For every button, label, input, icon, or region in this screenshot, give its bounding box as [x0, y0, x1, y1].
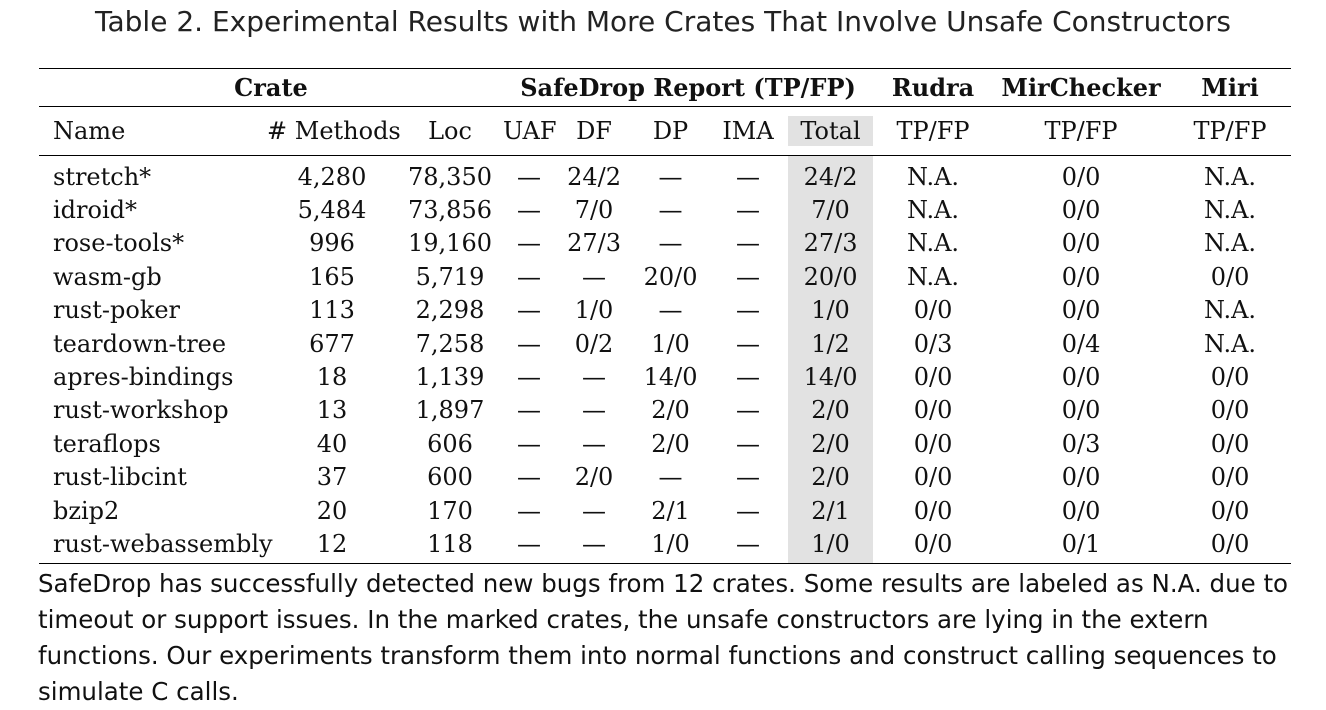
table-row	[39, 360, 1291, 393]
cell-name: rose-tools*	[53, 229, 185, 258]
cell-loc: 1,139	[415, 363, 485, 392]
group-crate: Crate	[39, 69, 503, 107]
table-row	[39, 260, 1291, 293]
cell-miri: N.A.	[1204, 329, 1257, 358]
table-row	[39, 227, 1291, 260]
cell-name: wasm-gb	[53, 262, 162, 291]
cell-dp: 2/0	[651, 429, 690, 458]
cell-dp: 1/0	[651, 329, 690, 358]
cell-df: —	[582, 496, 607, 525]
group-safedrop-report: SafeDrop Report (TP/FP)	[503, 69, 873, 107]
cell-name: apres-bindings	[53, 363, 234, 392]
cell-dp: 2/0	[651, 396, 690, 425]
cell-ima: —	[736, 229, 761, 258]
cell-mirchecker: 0/3	[1061, 429, 1101, 458]
cell-uaf: —	[517, 229, 542, 258]
cell-rudra: 0/0	[913, 396, 953, 425]
cell-rudra: N.A.	[907, 162, 960, 191]
cell-uaf: —	[517, 196, 542, 225]
cell-name: teraflops	[53, 429, 161, 458]
cell-loc: 118	[427, 529, 473, 558]
cell-miri: N.A.	[1204, 196, 1257, 225]
cell-dp: 14/0	[643, 363, 698, 392]
cell-total: 2/0	[788, 461, 873, 494]
cell-total: 24/2	[788, 156, 873, 194]
cell-loc: 7,258	[415, 329, 485, 358]
cell-rudra: 0/0	[913, 496, 953, 525]
cell-total: 20/0	[788, 260, 873, 293]
cell-df: 24/2	[567, 162, 621, 191]
cell-dp: —	[658, 463, 683, 492]
cell-name: bzip2	[53, 496, 120, 525]
cell-mirchecker: 0/0	[1061, 496, 1101, 525]
cell-ima: —	[736, 162, 761, 191]
cell-df: 2/0	[574, 463, 614, 492]
cell-dp: —	[658, 162, 683, 191]
cell-mirchecker: 0/0	[1061, 363, 1101, 392]
cell-name: rust-webassembly	[53, 529, 273, 558]
cell-uaf: —	[517, 529, 542, 558]
col-loc: Loc	[397, 107, 503, 156]
cell-miri: 0/0	[1210, 463, 1250, 492]
cell-ima: —	[736, 363, 761, 392]
cell-ima: —	[736, 262, 761, 291]
cell-methods: 37	[316, 463, 348, 492]
cell-miri: 0/0	[1210, 396, 1250, 425]
cell-methods: 12	[316, 529, 348, 558]
cell-rudra: N.A.	[907, 262, 960, 291]
col-dp: DP	[633, 107, 708, 156]
cell-df: —	[582, 529, 607, 558]
col-uaf: UAF	[503, 107, 555, 156]
cell-loc: 19,160	[408, 229, 492, 258]
cell-mirchecker: 0/0	[1061, 262, 1101, 291]
cell-ima: —	[736, 463, 761, 492]
table-row	[39, 156, 1291, 194]
cell-df: —	[582, 262, 607, 291]
cell-rudra: 0/3	[913, 329, 953, 358]
cell-df: —	[582, 429, 607, 458]
cell-mirchecker: 0/4	[1061, 329, 1101, 358]
cell-methods: 13	[316, 396, 348, 425]
cell-loc: 1,897	[415, 396, 485, 425]
cell-uaf: —	[517, 396, 542, 425]
table-footnote: SafeDrop has successfully detected new bugs from 12 crates. Some results are labeled as N.A. due to timeout or support issues. In the marked crates, the unsafe constructors are lying in the extern functions. Our experiments transform them into normal functions and construct calling sequences to simulate C calls.	[38, 569, 1289, 706]
cell-ima: —	[736, 496, 761, 525]
cell-loc: 5,719	[415, 262, 485, 291]
cell-methods: 677	[309, 329, 355, 358]
table-row	[39, 294, 1291, 327]
cell-dp: —	[658, 196, 683, 225]
cell-df: —	[582, 396, 607, 425]
cell-name: rust-workshop	[53, 396, 229, 425]
col-miri-tpfp: TP/FP	[1169, 107, 1291, 156]
col-total-label: Total	[788, 116, 872, 146]
cell-total: 14/0	[788, 360, 873, 393]
col-mirchecker-tpfp: TP/FP	[993, 107, 1169, 156]
cell-miri: N.A.	[1204, 296, 1257, 325]
cell-ima: —	[736, 429, 761, 458]
group-miri: Miri	[1169, 69, 1291, 107]
cell-ima: —	[736, 196, 761, 225]
cell-miri: 0/0	[1210, 496, 1250, 525]
cell-rudra: N.A.	[907, 196, 960, 225]
cell-dp: 20/0	[643, 262, 698, 291]
cell-methods: 40	[316, 429, 348, 458]
cell-rudra: 0/0	[913, 529, 953, 558]
cell-dp: —	[658, 229, 683, 258]
col-total	[788, 107, 873, 156]
cell-rudra: 0/0	[913, 429, 953, 458]
cell-rudra: 0/0	[913, 363, 953, 392]
cell-total: 2/0	[788, 427, 873, 460]
cell-ima: —	[736, 329, 761, 358]
table-row	[39, 193, 1291, 226]
cell-total: 27/3	[788, 227, 873, 260]
cell-loc: 170	[427, 496, 473, 525]
table-row	[39, 461, 1291, 494]
table-row	[39, 527, 1291, 563]
cell-uaf: —	[517, 296, 542, 325]
cell-total: 7/0	[788, 193, 873, 226]
cell-uaf: —	[517, 162, 542, 191]
cell-uaf: —	[517, 496, 542, 525]
cell-methods: 20	[316, 496, 348, 525]
cell-ima: —	[736, 296, 761, 325]
cell-dp: —	[658, 296, 683, 325]
cell-ima: —	[736, 529, 761, 558]
cell-df: —	[582, 363, 607, 392]
col-ima: IMA	[708, 107, 788, 156]
cell-miri: N.A.	[1204, 162, 1257, 191]
table-caption: Table 2. Experimental Results with More Crates That Involve Unsafe Constructors	[95, 5, 1231, 38]
cell-methods: 4,280	[297, 162, 367, 191]
cell-methods: 165	[309, 262, 355, 291]
cell-dp: 2/1	[651, 496, 690, 525]
cell-df: 27/3	[567, 229, 621, 258]
cell-loc: 73,856	[408, 196, 492, 225]
cell-rudra: N.A.	[907, 229, 960, 258]
cell-ima: —	[736, 396, 761, 425]
cell-rudra: 0/0	[913, 296, 953, 325]
table-body	[39, 156, 1291, 564]
cell-uaf: —	[517, 429, 542, 458]
cell-name: stretch*	[53, 162, 152, 191]
cell-methods: 18	[316, 363, 348, 392]
col-df: DF	[555, 107, 633, 156]
cell-mirchecker: 0/0	[1061, 296, 1101, 325]
cell-methods: 5,484	[297, 196, 367, 225]
cell-df: 1/0	[574, 296, 614, 325]
cell-uaf: —	[517, 329, 542, 358]
cell-loc: 606	[427, 429, 473, 458]
cell-mirchecker: 0/0	[1061, 162, 1101, 191]
cell-total: 1/0	[788, 527, 873, 563]
cell-uaf: —	[517, 363, 542, 392]
cell-name: rust-poker	[53, 296, 181, 325]
cell-miri: 0/0	[1210, 262, 1250, 291]
cell-miri: 0/0	[1210, 429, 1250, 458]
cell-total: 2/1	[788, 494, 873, 527]
table-row	[39, 327, 1291, 360]
col-methods: # Methods	[267, 107, 397, 156]
table-row	[39, 427, 1291, 460]
cell-loc: 600	[427, 463, 473, 492]
cell-df: 0/2	[574, 329, 614, 358]
column-header-row	[39, 107, 1291, 156]
cell-total: 1/0	[788, 294, 873, 327]
table-row	[39, 494, 1291, 527]
cell-dp: 1/0	[651, 529, 690, 558]
cell-mirchecker: 0/0	[1061, 196, 1101, 225]
cell-uaf: —	[517, 262, 542, 291]
col-name: Name	[39, 107, 267, 156]
cell-methods: 996	[309, 229, 355, 258]
cell-miri: N.A.	[1204, 229, 1257, 258]
table-row	[39, 394, 1291, 427]
cell-name: teardown-tree	[53, 329, 227, 358]
cell-uaf: —	[517, 463, 542, 492]
cell-name: rust-libcint	[53, 463, 187, 492]
cell-loc: 78,350	[408, 162, 492, 191]
cell-loc: 2,298	[415, 296, 485, 325]
cell-rudra: 0/0	[913, 463, 953, 492]
cell-mirchecker: 0/0	[1061, 229, 1101, 258]
cell-miri: 0/0	[1210, 529, 1250, 558]
results-table	[39, 68, 1291, 564]
col-rudra-tpfp: TP/FP	[873, 107, 993, 156]
group-mirchecker: MirChecker	[993, 69, 1169, 107]
group-header-row	[39, 69, 1291, 107]
cell-methods: 113	[309, 296, 355, 325]
cell-total: 2/0	[788, 394, 873, 427]
cell-mirchecker: 0/0	[1061, 396, 1101, 425]
cell-name: idroid*	[53, 196, 137, 225]
cell-mirchecker: 0/0	[1061, 463, 1101, 492]
cell-total: 1/2	[788, 327, 873, 360]
group-rudra: Rudra	[873, 69, 993, 107]
cell-mirchecker: 0/1	[1061, 529, 1101, 558]
cell-miri: 0/0	[1210, 363, 1250, 392]
cell-df: 7/0	[574, 196, 614, 225]
